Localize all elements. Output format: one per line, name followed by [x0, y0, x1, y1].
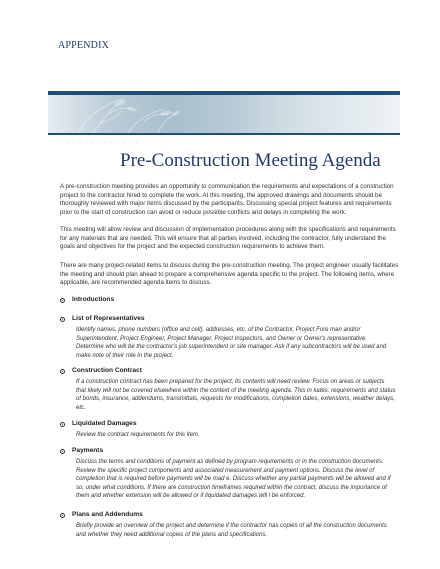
agenda-item-heading: Construction Contract: [72, 367, 142, 374]
dotted-divider: · · · · · · · · · · · · ·: [60, 139, 139, 146]
bullet-icon: [60, 422, 65, 427]
agenda-item-heading: Introductions: [72, 296, 115, 303]
agenda-item-description: If a construction contract has been prepared for the project, its contents will need review. Focus on areas or subjects that likely will not be covered elsewhere within the context of the meeting agenda. This in ludes: requirements and status of bonds, insurance, addendums, transmittals, requests for modifications, completion dates, extensions, weather delays, etc.: [76, 379, 396, 411]
appendix-label: APPENDIX: [58, 40, 110, 51]
intro-paragraph-1: A pre-construction meeting provides an opportunity to communication the requirements and expectations of a construction project to the contractor hired to complete the work. At this meeting, the approved drawings and documents should be thoroughly reviewed with major items discussed by the participants. Discussing special project features and requirements prior to the start of construction can avoid or reduce possible conflicts and delays in completing the work.: [60, 183, 394, 216]
agenda-item-description: Review the contract requirements for this item.: [76, 432, 200, 438]
agenda-item-heading: Payments: [72, 447, 104, 454]
agenda-item-heading: Liquidated Damages: [72, 420, 137, 427]
intro-paragraph-2: This meeting will allow review and discussion of implementation procedures along with the specifications and requirements for any materials that are needed. This will ensure that all parties involved, including the contractor, fully understand the goals and objectives for the project and the expected construction requirements to achieve them.: [60, 226, 396, 251]
agenda-item-heading: List of Representatives: [72, 315, 145, 322]
agenda-item-heading: Plans and Addendums: [72, 511, 143, 518]
page-title: Pre-Construction Meeting Agenda: [120, 150, 381, 171]
agenda-item-description: Discuss the terms and conditions of payment as defined by program requirements or in the construction documents. Review the specific project components and associated measurement and payment options. Discuss the level of completion that is required before payments will be mad e. Discuss whether any partial payments will be allowed and if so, under what conditions. If there are construction timeframes required within the contract, discuss the importance of them and whether extension will be allowed or if liquidated damages will l be enforced.: [76, 459, 391, 500]
banner-leaf-graphic: [48, 95, 400, 133]
bullet-icon: [60, 449, 65, 454]
header-banner: [48, 95, 400, 133]
intro-paragraph-3: There are many project-related items to discuss during the pre-construction meeting. The project engineer usually facilitates the meeting and should plan ahead to prepare a comprehensive agenda specific to the project. The following items, where applicable, are recommended agenda items to discuss.: [60, 262, 399, 287]
banner-bottom-rule: [48, 133, 400, 135]
bullet-icon: [60, 298, 65, 303]
bullet-icon: [60, 317, 65, 322]
bullet-icon: [60, 513, 65, 518]
bullet-icon: [60, 369, 65, 374]
agenda-item-description: Briefly provide an overview of the project and determine if the contractor has copies of all the construction documents and whether they need additional copies of the plans and specifications.: [76, 523, 387, 538]
agenda-item-description: Identify names, phone numbers (office and cell), addresses, etc. of the Contractor, Project Fore man and/or Superintendent, Project Engineer, Project Manager, Project Inspectors, and Owner or Owner's representative. Determine who will be the contractor's job superintendent or site manager. Ask if any subcontractors will be used and make note of their role in the project.: [76, 327, 387, 359]
